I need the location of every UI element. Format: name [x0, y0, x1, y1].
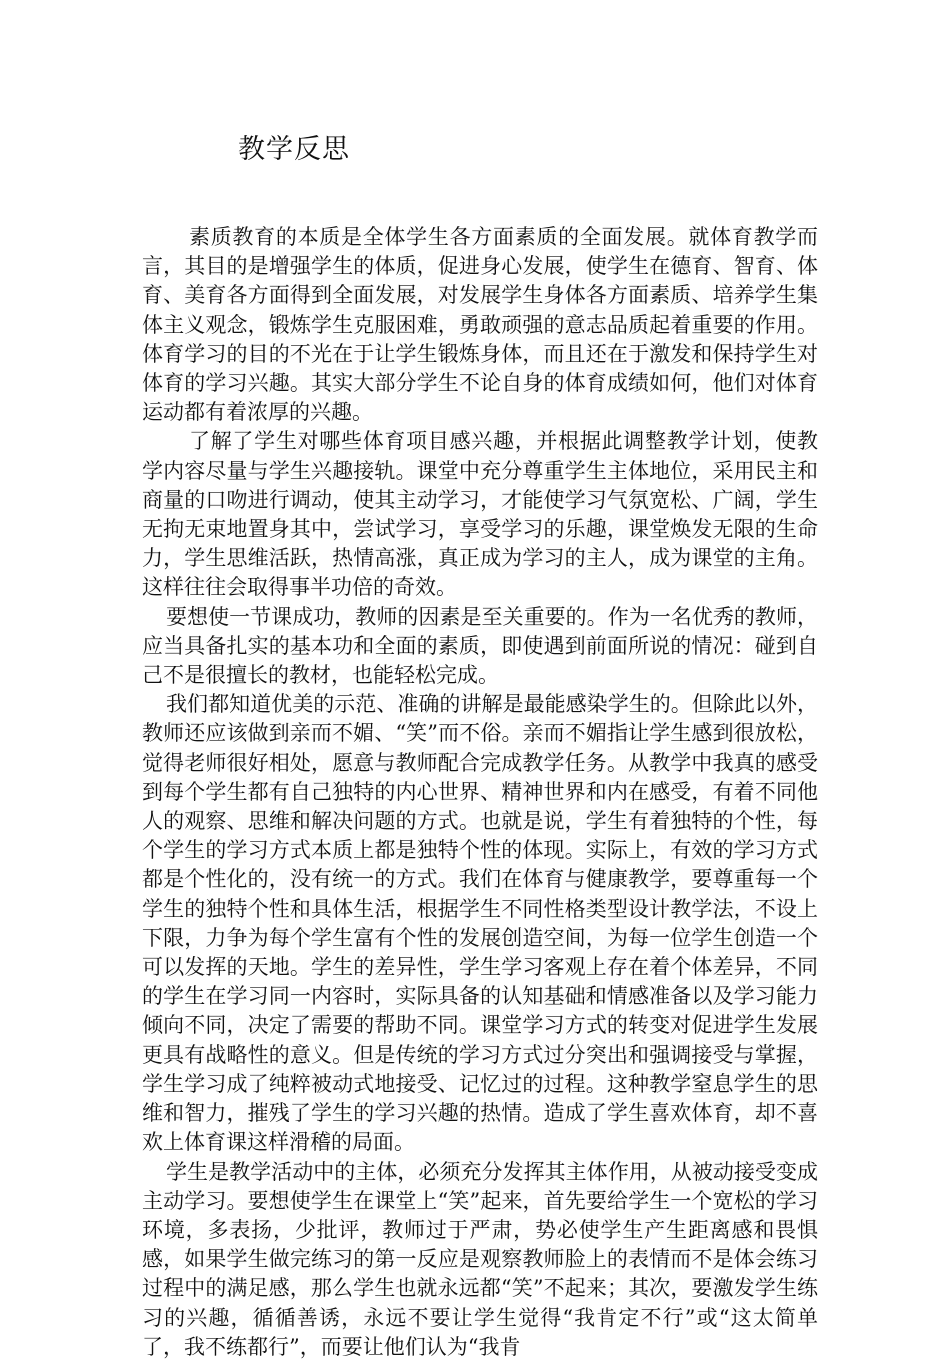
document-body: [142, 223, 818, 1362]
paragraph-2: 了解了学生对哪些体育项目感兴趣，并根据此调整教学计划，使教学内容尽量与学生兴趣接轨。课堂中充分尊重学生主体地位，采用民主和商量的口吻进行调动，使其主动学习，才能使学习气氛宽松、广阔，学生无拘无束地置身其中，尝试学习，享受学习的乐趣，课堂焕发无限的生命力，学生思维活跃，热情高涨，真正成为学习的主人，成为课堂的主角。这样往往会取得事半功倍的奇效。: [142, 429, 818, 600]
paragraph-5: 学生是教学活动中的主体，必须充分发挥其主体作用，从被动接受变成主动学习。要想使学生在课堂上“笑”起来，首先要给学生一个宽松的学习环境，多表扬，少批评，教师过于严肃，势必使学生产生距离感和畏惧感，如果学生做完练习的第一反应是观察教师脸上的表情而不是体会练习过程中的满足感，那么学生也就永远都“笑”不起来；其次，要激发学生练习的兴趣，循循善诱，永远不要让学生觉得“我肯定不行”或“这太简单了，我不练都行”，而要让他们认为“我肯: [142, 1159, 818, 1359]
paragraph-1: 素质教育的本质是全体学生各方面素质的全面发展。就体育教学而言，其目的是增强学生的体质，促进身心发展，使学生在德育、智育、体育、美育各方面得到全面发展，对发展学生身体各方面素质、培养学生集体主义观念，锻炼学生克服困难，勇敢顽强的意志品质起着重要的作用。体育学习的目的不光在于让学生锻炼身体，而且还在于激发和保持学生对体育的学习兴趣。其实大部分学生不论自身的体育成绩如何，他们对体育运动都有着浓厚的兴趣。: [142, 225, 818, 425]
paragraph-3: 要想使一节课成功，教师的因素是至关重要的。作为一名优秀的教师，应当具备扎实的基本功和全面的素质，即使遇到前面所说的情况：碰到自己不是很擅长的教材，也能轻松完成。: [142, 604, 818, 688]
paragraph-4: 我们都知道优美的示范、准确的讲解是最能感染学生的。但除此以外，教师还应该做到亲而不媚、“笑”而不俗。亲而不媚指让学生感到很放松，觉得老师很好相处，愿意与教师配合完成教学任务。从教学中我真的感受到每个学生都有自己独特的内心世界、精神世界和内在感受，有着不同他人的观察、思维和解决问题的方式。也就是说，学生有着独特的个性，每个学生的学习方式本质上都是独特个性的体现。实际上，有效的学习方式都是个性化的，没有统一的方式。我们在体育与健康教学，要尊重每一个学生的独特个性和具体生活，根据学生不同性格类型设计教学法，不设上下限，力争为每个学生富有个性的发展创造空间，为每一位学生创造一个可以发挥的天地。学生的差异性，学生学习客观上存在着个体差异，不同的学生在学习同一内容时，实际具备的认知基础和情感准备以及学习能力倾向不同，决定了需要的帮助不同。课堂学习方式的转变对促进学生发展更具有战略性的意义。但是传统的学习方式过分突出和强调接受与掌握，学生学习成了纯粹被动式地接受、记忆过的过程。这种教学窒息学生的思维和智力，摧残了学生的学习兴趣的热情。造成了学生喜欢体育，却不喜欢上体育课这样滑稽的局面。: [142, 692, 818, 1155]
document-title: 教学反思: [238, 134, 350, 165]
